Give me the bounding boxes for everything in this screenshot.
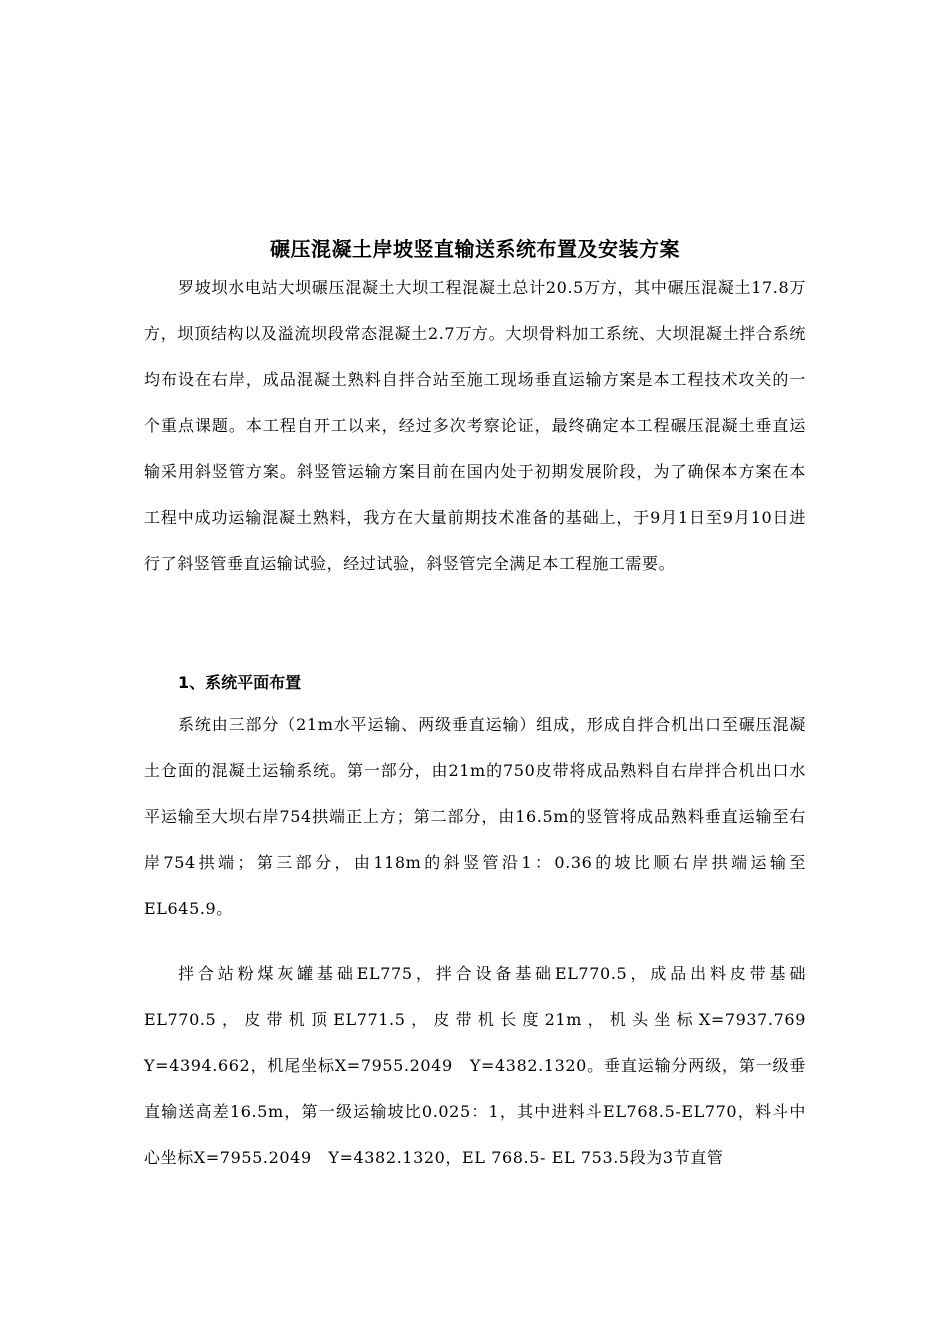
intro-paragraph: 罗坡坝水电站大坝碾压混凝土大坝工程混凝土总计20.5万方，其中碾压混凝土17.8万方，坝顶结构以及溢流坝段常态混凝土2.7万方。大坝骨料加工系统、大坝混凝土拌合系统均布设在右岸，成品混凝土熟料自拌合站至施工现场垂直运输方案是本工程技术攻关的一个重点课题。本工程自开工以来，经过多次考察论证，最终确定本工程碾压混凝土垂直运输采用斜竖管方案。斜竖管运输方案目前在国内处于初期发展阶段，为了确保本方案在本工程中成功运输混凝土熟料，我方在大量前期技术准备的基础上，于9月1日至9月10日进行了斜竖管垂直运输试验，经过试验，斜竖管完全满足本工程施工需要。 — [144, 278, 806, 573]
elevation-paragraph: 拌合站粉煤灰罐基础EL775，拌合设备基础EL770.5，成品出料皮带基础EL770.5，皮带机顶EL771.5，皮带机长度21m，机头坐标X=7937.769 Y=4394.662，机尾坐标X=7955.2049 Y=4382.1320。垂直运输分两级，第一级垂直输送高差16.5m，第一级运输坡比0.025：1，其中进料斗EL768.5-EL770，料斗中心坐标X=7955.2049 Y=4382.1320，EL 768.5- EL 753.5段为3节直管 — [144, 964, 806, 1167]
layout-paragraph: 系统由三部分（21m水平运输、两级垂直运输）组成，形成自拌合机出口至碾压混凝土仓面的混凝土运输系统。第一部分，由21m的750皮带将成品熟料自右岸拌合机出口水平运输至大坝右岸754拱端正上方；第二部分，由16.5m的竖管将成品熟料垂直运输至右岸754拱端；第三部分，由118m的斜竖管沿1：0.36的坡比顺右岸拱端运输至EL645.9。 — [144, 715, 806, 918]
document-title: 碾压混凝土岸坡竖直输送系统布置及安装方案 — [270, 237, 680, 261]
section-heading: 1、系统平面布置 — [178, 673, 302, 692]
